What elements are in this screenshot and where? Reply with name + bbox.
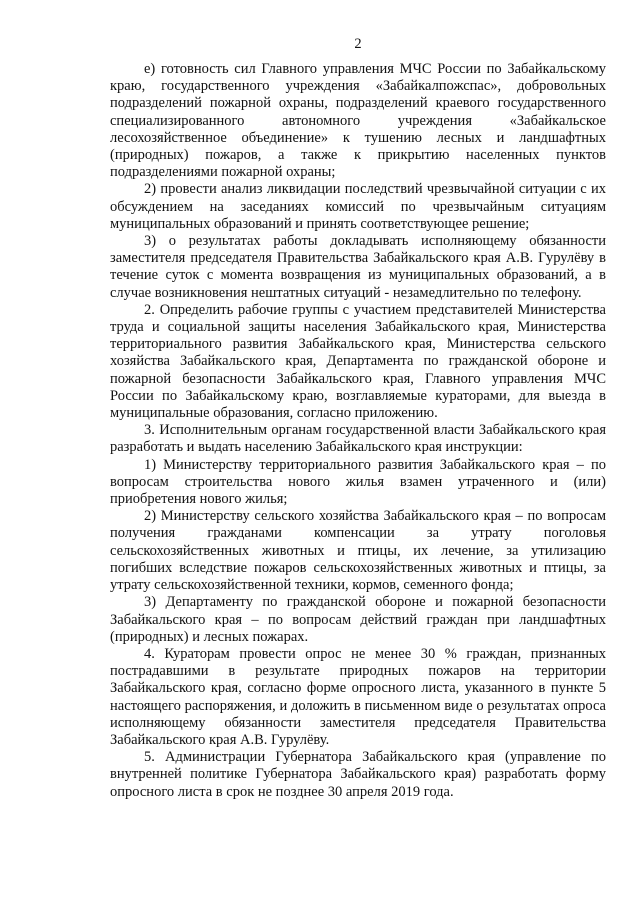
paragraph-item-2-agriculture: 2) Министерству сельского хозяйства Забайкальского края – по вопросам получения гражданами компенсации за утрату поголовья сельскохозяйственных животных и птицы, их лечение, за утилизацию погибших вследствие пожаров сельскохозяйственных животных и птицы, за утрату сельскохозяйственной техники, кормов, семенного фонда; xyxy=(110,508,606,594)
paragraph-item-e-readiness: е) готовность сил Главного управления МЧС России по Забайкальскому краю, государственного учреждения «Забайкалпожспас», добровольных подразделений пожарной охраны, подразделений краевого государственного специализированного автономного учреждения «Забайкальское лесохозяйственное объединение» к тушению лесных и ландшафтных (природных) пожаров, а также к прикрытию населенных пунктов подразделениями пожарной охраны; xyxy=(110,61,606,181)
paragraph-item-3-reporting: 3) о результатах работы докладывать исполняющему обязанности заместителя председателя Правительства Забайкальского края А.В. Гурулёву в течение суток с момента возвращения из муниципальных образований, а в случае возникновения нештатных ситуаций - незамедлительно по телефону. xyxy=(110,233,606,301)
paragraph-clause-3-instructions: 3. Исполнительным органам государственной власти Забайкальского края разработать и выдать населению Забайкальского края инструкции: xyxy=(110,422,606,456)
paragraph-clause-4-survey: 4. Кураторам провести опрос не менее 30 % граждан, признанных пострадавшими в результате природных пожаров на территории Забайкальского края, согласно форме опросного листа, указанного в пункте 5 настоящего распоряжения, и доложить в письменном виде о результатах опроса исполняющему обязанности заместителя председателя Правительства Забайкальского края А.В. Гурулёву. xyxy=(110,645,606,748)
paragraph-item-1-housing: 1) Министерству территориального развития Забайкальского края – по вопросам строительства нового жилья взамен утраченного и (или) приобретения нового жилья; xyxy=(110,456,606,508)
paragraph-clause-5-questionnaire: 5. Администрации Губернатора Забайкальского края (управление по внутренней политике Губернатора Забайкальского края) разработать форму опросного листа в срок не позднее 30 апреля 2019 года. xyxy=(110,749,606,800)
paragraph-item-3-fire-safety: 3) Департаменту по гражданской обороне и пожарной безопасности Забайкальского края – по вопросам действий граждан при ландшафтных (природных) и лесных пожарах. xyxy=(110,594,606,645)
page-number: 2 xyxy=(354,36,362,52)
paragraph-item-2-analysis: 2) провести анализ ликвидации последствий чрезвычайной ситуации с их обсуждением на заседаниях комиссий по чрезвычайным ситуациям муниципальных образований и принять соответствующее решение; xyxy=(110,181,606,232)
paragraph-clause-2-working-groups: 2. Определить рабочие группы с участием представителей Министерства труда и социальной защиты населения Забайкальского края, Министерства территориального развития Забайкальского края, Министерства сельского хозяйства Забайкальского края, Департамента по гражданской обороне и пожарной безопасности Забайкальского края, Главного управления МЧС России по Забайкальскому краю, возглавляемые кураторами, для выезда в муниципальные образования, согласно приложению. xyxy=(110,301,606,422)
